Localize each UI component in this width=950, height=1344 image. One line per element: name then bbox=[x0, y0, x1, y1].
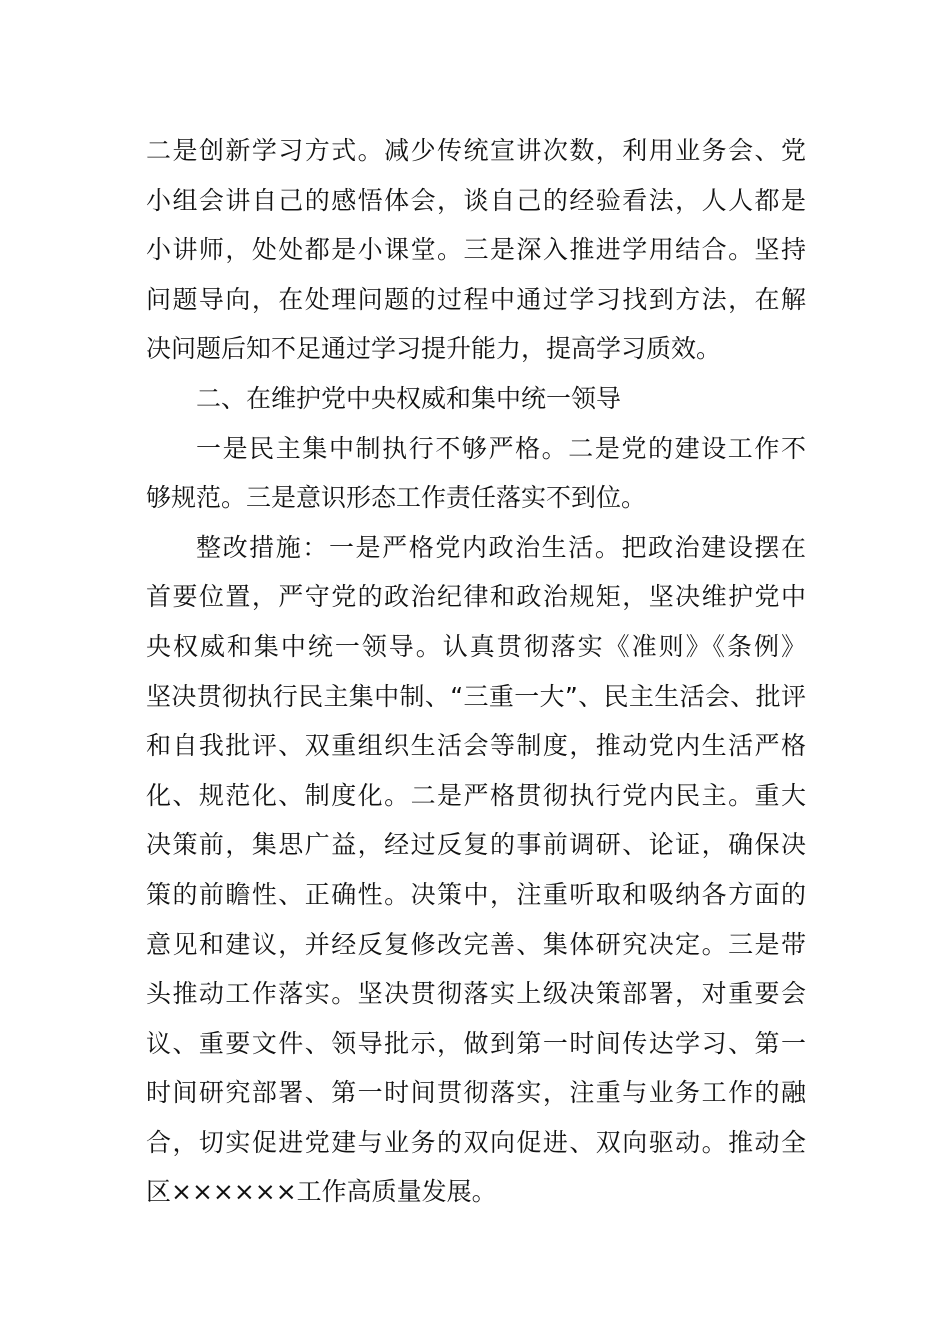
text-line: 够规范。三是意识形态工作责任落实不到位。 bbox=[146, 483, 647, 513]
text-line: 首要位置，严守党的政治纪律和政治规矩，坚决维护党中 bbox=[146, 582, 806, 612]
text-line: 化、规范化、制度化。二是严格贯彻执行党内民主。重大 bbox=[146, 780, 806, 810]
text-line: 意见和建议，并经反复修改完善、集体研究决定。三是带 bbox=[146, 929, 806, 959]
text-line: 问题导向，在处理问题的过程中通过学习找到方法，在解 bbox=[146, 284, 806, 314]
section-heading bbox=[146, 374, 806, 424]
text-line: 决策前，集思广益，经过反复的事前调研、论证，确保决 bbox=[146, 830, 806, 860]
text-line: 小组会讲自己的感悟体会，谈自己的经验看法，人人都是 bbox=[146, 185, 806, 215]
text-line: 二是创新学习方式。减少传统宣讲次数，利用业务会、党 bbox=[146, 136, 806, 165]
text-line: 央权威和集中统一领导。认真贯彻落实《准则》《条例》 bbox=[146, 631, 806, 661]
text-line: 合，切实促进党建与业务的双向促进、双向驱动。推动全 bbox=[146, 1127, 806, 1157]
text-line: 头推动工作落实。坚决贯彻落实上级决策部署，对重要会 bbox=[146, 979, 806, 1009]
text-line: 小讲师，处处都是小课堂。三是深入推进学用结合。坚持 bbox=[146, 235, 806, 265]
document-body bbox=[146, 126, 806, 1217]
text-line: 坚决贯彻执行民主集中制、“三重一大”、民主生活会、批评 bbox=[146, 681, 806, 711]
text-line: 和自我批评、双重组织生活会等制度，推动党内生活严格 bbox=[146, 731, 806, 761]
paragraph-problems bbox=[146, 424, 806, 523]
text-line: 一是民主集中制执行不够严格。二是党的建设工作不 bbox=[196, 433, 806, 463]
heading-text: 二、在维护党中央权威和集中统一领导 bbox=[196, 383, 622, 413]
text-line: 议、重要文件、领导批示，做到第一时间传达学习、第一 bbox=[146, 1028, 806, 1058]
paragraph-study-methods bbox=[146, 126, 806, 374]
text-line: 时间研究部署、第一时间贯彻落实，注重与业务工作的融 bbox=[146, 1078, 806, 1108]
paragraph-rectification-measures bbox=[146, 523, 806, 1217]
text-line: 决问题后知不足通过学习提升能力，提高学习质效。 bbox=[146, 334, 722, 364]
text-line: 整改措施：一是严格党内政治生活。把政治建设摆在 bbox=[196, 532, 806, 562]
text-line: 策的前瞻性、正确性。决策中，注重听取和吸纳各方面的 bbox=[146, 879, 806, 909]
text-line: 区××××××工作高质量发展。 bbox=[146, 1177, 497, 1207]
